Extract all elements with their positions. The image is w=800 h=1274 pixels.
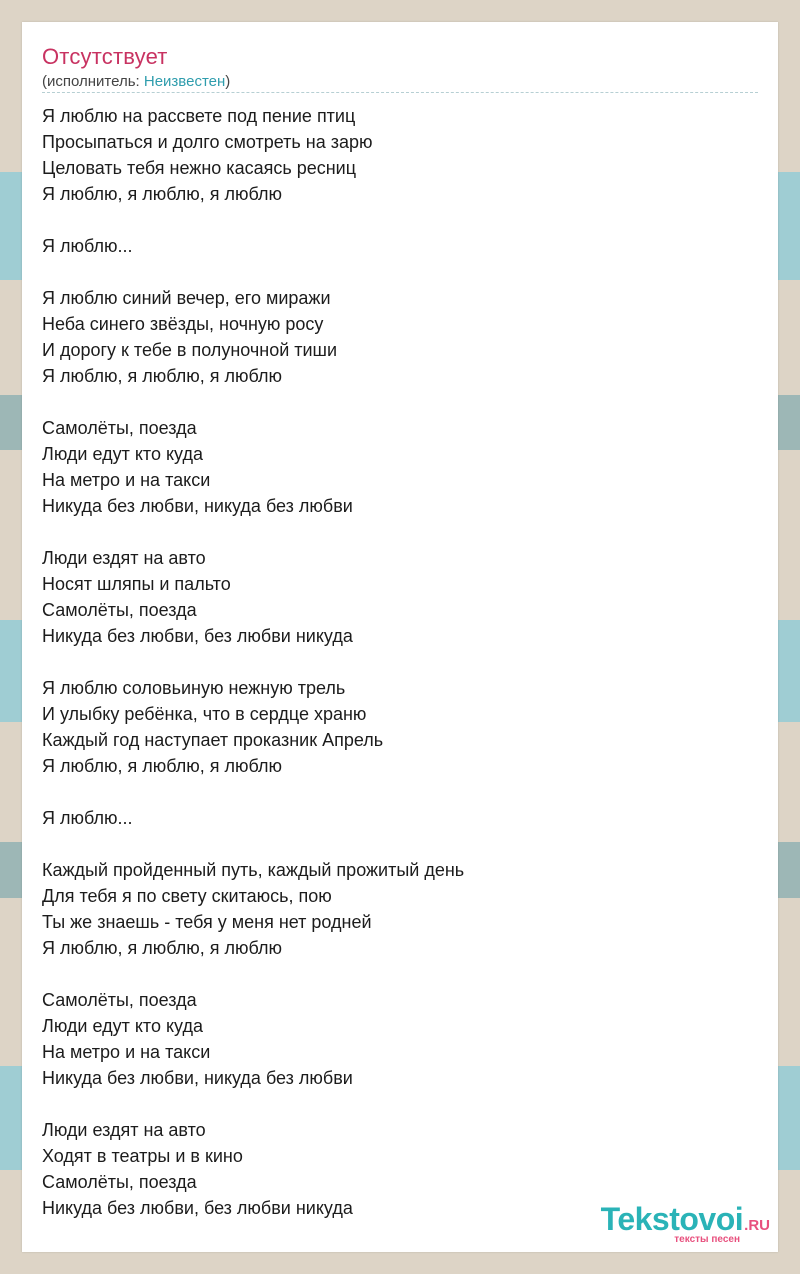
lyric-line: И дорогу к тебе в полуночной тиши bbox=[42, 340, 338, 360]
lyric-line: Люди ездят на авто bbox=[42, 548, 206, 568]
lyric-line: Я люблю на рассвете под пение птиц bbox=[42, 106, 356, 126]
artist-prefix: (исполнитель: bbox=[42, 73, 144, 90]
lyric-line: Носят шляпы и пальто bbox=[42, 574, 231, 594]
lyric-line: Люди едут кто куда bbox=[42, 444, 203, 464]
lyric-line: Самолёты, поезда bbox=[42, 600, 197, 620]
lyric-line: Для тебя я по свету скитаюсь, пою bbox=[42, 886, 332, 906]
artist-link[interactable]: Неизвестен bbox=[143, 73, 226, 90]
lyric-line: Самолёты, поезда bbox=[42, 418, 197, 438]
logo-name: Tekstovoi bbox=[600, 1201, 744, 1237]
site-logo[interactable] bbox=[570, 1202, 770, 1244]
song-title: Отсутствует bbox=[42, 44, 168, 69]
lyrics-panel bbox=[22, 22, 778, 1252]
lyric-line: На метро и на такси bbox=[42, 470, 211, 490]
logo-tagline: тексты песен bbox=[674, 1234, 740, 1245]
artist-line bbox=[42, 73, 230, 90]
artist-suffix: ) bbox=[225, 73, 231, 90]
lyric-line: Неба синего звёзды, ночную росу bbox=[42, 314, 324, 334]
lyric-line: Я люблю, я люблю, я люблю bbox=[42, 938, 283, 958]
stanza-break bbox=[42, 519, 742, 545]
lyric-line: Я люблю... bbox=[42, 236, 133, 256]
lyric-line: Ходят в театры и в кино bbox=[42, 1146, 243, 1166]
lyric-line: Просыпаться и долго смотреть на зарю bbox=[42, 132, 373, 152]
stanza-break bbox=[42, 259, 742, 285]
lyric-line: Я люблю, я люблю, я люблю bbox=[42, 756, 283, 776]
lyric-line: Я люблю, я люблю, я люблю bbox=[42, 366, 283, 386]
lyric-line: Каждый год наступает проказник Апрель bbox=[42, 730, 384, 750]
stanza-break bbox=[42, 207, 742, 233]
lyric-line: Ты же знаешь - тебя у меня нет родней bbox=[42, 912, 372, 932]
lyric-line: Каждый пройденный путь, каждый прожитый день bbox=[42, 860, 465, 880]
logo-tld: .RU bbox=[744, 1217, 770, 1234]
stanza-break bbox=[42, 961, 742, 987]
stanza-break bbox=[42, 831, 742, 857]
lyric-line: Самолёты, поезда bbox=[42, 1172, 197, 1192]
lyric-line: Самолёты, поезда bbox=[42, 990, 197, 1010]
lyrics-text bbox=[42, 103, 742, 1221]
lyric-line: Никуда без любви, без любви никуда bbox=[42, 626, 353, 646]
lyric-line: Я люблю... bbox=[42, 808, 133, 828]
lyric-line: На метро и на такси bbox=[42, 1042, 211, 1062]
lyric-line: Никуда без любви, никуда без любви bbox=[42, 496, 353, 516]
lyric-line: Целовать тебя нежно касаясь ресниц bbox=[42, 158, 357, 178]
lyric-line: Никуда без любви, никуда без любви bbox=[42, 1068, 353, 1088]
stanza-break bbox=[42, 389, 742, 415]
lyric-line: Я люблю, я люблю, я люблю bbox=[42, 184, 283, 204]
stanza-break bbox=[42, 649, 742, 675]
title-divider bbox=[42, 92, 758, 93]
lyric-line: И улыбку ребёнка, что в сердце храню bbox=[42, 704, 367, 724]
stanza-break bbox=[42, 1091, 742, 1117]
lyric-line: Люди едут кто куда bbox=[42, 1016, 203, 1036]
lyric-line: Я люблю синий вечер, его миражи bbox=[42, 288, 331, 308]
lyric-line: Я люблю соловьиную нежную трель bbox=[42, 678, 346, 698]
lyric-line: Никуда без любви, без любви никуда bbox=[42, 1198, 353, 1218]
stanza-break bbox=[42, 779, 742, 805]
lyric-line: Люди ездят на авто bbox=[42, 1120, 206, 1140]
